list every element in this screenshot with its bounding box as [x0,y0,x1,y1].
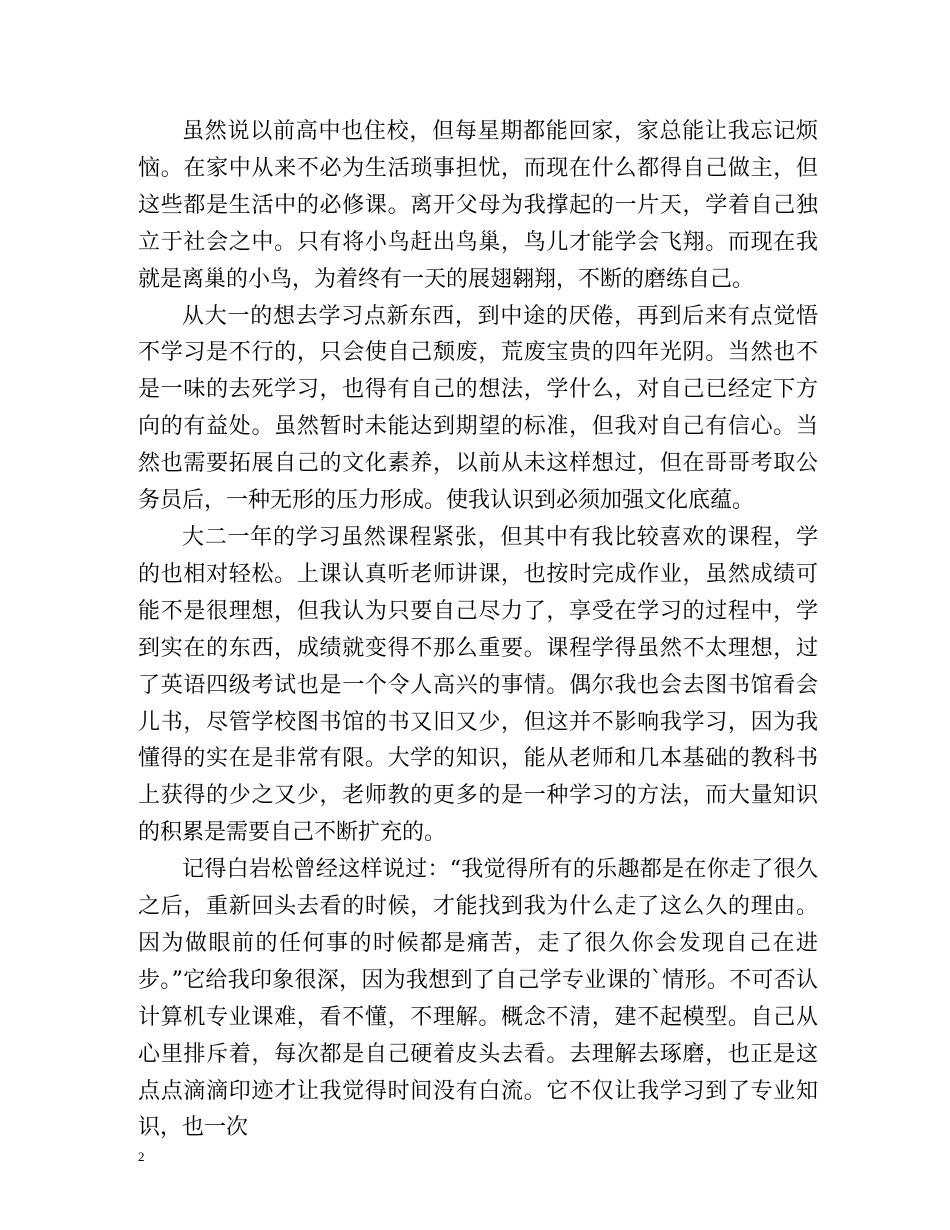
paragraph-2: 从大一的想去学习点新东西，到中途的厌倦，再到后来有点觉悟不学习是不行的，只会使自己颓废，荒废宝贵的四年光阴。当然也不是一味的去死学习，也得有自己的想法，学什么，对自己已经定下方向的有益处。虽然暂时未能达到期望的标准，但我对自己有信心。当然也需要拓展自己的文化素养，以前从未这样想过，但在哥哥考取公务员后，一种无形的压力形成。使我认识到必须加强文化底蕴。 [138,303,818,514]
paragraph-3: 大二一年的学习虽然课程紧张，但其中有我比较喜欢的课程，学的也相对轻松。上课认真听老师讲课，也按时完成作业，虽然成绩可能不是很理想，但我认为只要自己尽力了，享受在学习的过程中，学到实在的东西，成绩就变得不那么重要。课程学得虽然不太理想，过了英语四级考试也是一个令人高兴的事情。偶尔我也会去图书馆看会儿书，尽管学校图书馆的书又旧又少，但这并不影响我学习，因为我懂得的实在是非常有限。大学的知识，能从老师和几本基础的教科书上获得的少之又少，老师教的更多的是一种学习的方法，而大量知识的积累是需要自己不断扩充的。 [138,524,818,846]
paragraph-4: 记得白岩松曾经这样说过：“我觉得所有的乐趣都是在你走了很久之后，重新回头去看的时候，才能找到我为什么走了这么久的理由。因为做眼前的任何事的时候都是痛苦，走了很久你会发现自己在进步。”它给我印象很深，因为我想到了自己学专业课的`情形。不可否认计算机专业课难，看不懂，不理解。概念不清，建不起模型。自己从心里排斥着，每次都是自己硬着皮头去看。去理解去琢磨，也正是这点点滴滴印迹才让我觉得时间没有白流。它不仅让我学习到了专业知识，也一次 [138,857,818,1141]
paragraph-1: 虽然说以前高中也住校，但每星期都能回家，家总能让我忘记烦恼。在家中从来不必为生活琐事担忧，而现在什么都得自己做主，但这些都是生活中的必修课。离开父母为我撑起的一片天，学着自己独立于社会之中。只有将小鸟赶出鸟巢，鸟儿才能学会飞翔。而现在我就是离巢的小鸟，为着终有一天的展翅翱翔，不断的磨练自己。 [138,119,818,292]
page-number: 2 [138,1149,145,1164]
document-body [138,114,818,1147]
